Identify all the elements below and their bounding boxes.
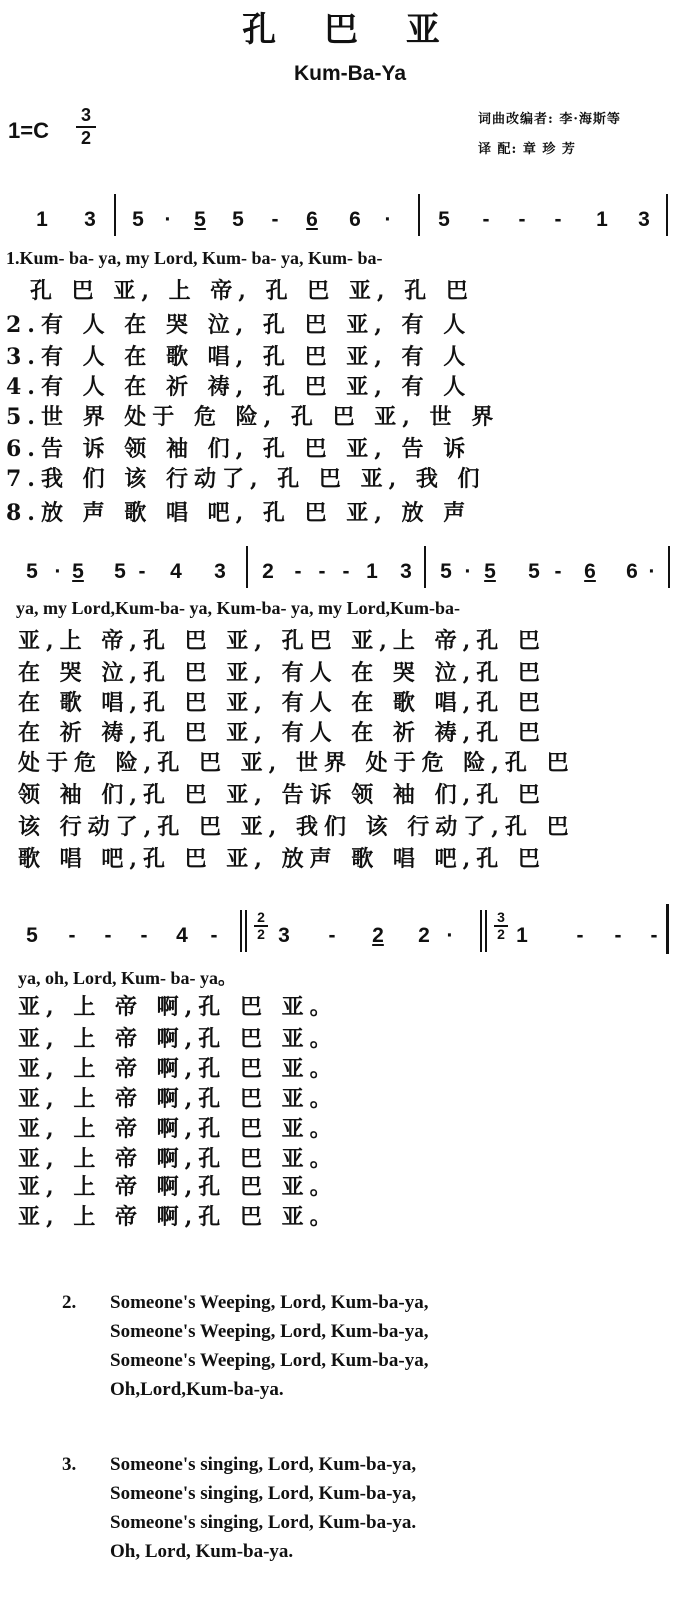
note-dash: - — [140, 924, 148, 947]
lyric-line: 亚,上 帝,孔 巴 亚, 孔巴 亚,上 帝,孔 巴 — [18, 628, 546, 654]
barline — [666, 194, 668, 236]
lyric-line-english: ya, oh, Lord, Kum- ba- ya。 — [18, 968, 237, 988]
note-dash: - — [68, 924, 76, 947]
lyric-line: 亚, 上 帝 啊,孔 巴 亚。 — [18, 1146, 338, 1172]
note-dot: · — [446, 924, 454, 947]
note-dash: - — [328, 924, 336, 947]
time-signature-numerator: 3 — [80, 105, 91, 125]
double-barline — [240, 910, 247, 952]
credit-translator: 译 配: 章 珍 芳 — [478, 142, 576, 157]
verse-line: Oh,Lord,Kum-ba-ya. — [110, 1379, 284, 1400]
note-dash: - — [554, 208, 562, 231]
lyric-line: 领 袖 们,孔 巴 亚, 告诉 领 袖 们,孔 巴 — [18, 782, 546, 808]
lyric-line: 处于危 险,孔 巴 亚, 世界 处于危 险,孔 巴 — [18, 750, 575, 776]
lyric-line: 3.有 人 在 歌 唱, 孔 巴 亚, 有 人 — [6, 344, 472, 370]
note-dash: - — [482, 208, 490, 231]
double-barline — [480, 910, 487, 952]
lyric-line: 亚, 上 帝 啊,孔 巴 亚。 — [18, 1174, 338, 1200]
note: 5 — [132, 208, 144, 231]
note: 5 — [114, 560, 126, 583]
note: 5 — [438, 208, 450, 231]
lyric-line: 亚, 上 帝 啊,孔 巴 亚。 — [18, 1204, 338, 1230]
lyric-line: 8.放 声 歌 唱 吧, 孔 巴 亚, 放 声 — [6, 500, 472, 526]
english-verse-3 — [62, 1450, 662, 1580]
notation-row-2 — [0, 560, 700, 590]
note: 6 — [349, 208, 361, 231]
note: 2 — [418, 924, 430, 947]
lyric-line: 亚, 上 帝 啊,孔 巴 亚。 — [18, 994, 338, 1020]
lyric-line: 孔 巴 亚, 上 帝, 孔 巴 亚, 孔 巴 — [30, 278, 474, 304]
time-signature-numerator: 2 — [257, 909, 265, 925]
note: 4 — [170, 560, 182, 583]
verse-line: Someone's singing, Lord, Kum-ba-ya. — [110, 1512, 417, 1533]
song-title: 孔 巴 亚 — [242, 10, 458, 50]
lyric-line: 亚, 上 帝 啊,孔 巴 亚。 — [18, 1116, 338, 1142]
lyric-line: 5.世 界 处于 危 险, 孔 巴 亚, 世 界 — [6, 404, 500, 430]
lyric-line: 亚, 上 帝 啊,孔 巴 亚。 — [18, 1026, 338, 1052]
verse-number: 3. — [62, 1454, 77, 1475]
lyric-line: 歌 唱 吧,孔 巴 亚, 放声 歌 唱 吧,孔 巴 — [18, 846, 546, 872]
note: 4 — [176, 924, 188, 947]
note-dot: · — [384, 208, 392, 231]
lyric-line: 在 歌 唱,孔 巴 亚, 有人 在 歌 唱,孔 巴 — [18, 690, 546, 716]
note: 5 — [194, 208, 206, 231]
lyric-line: 在 祈 祷,孔 巴 亚, 有人 在 祈 祷,孔 巴 — [18, 720, 546, 746]
note-dash: - — [294, 560, 302, 583]
notation-row-1 — [0, 208, 700, 238]
song-subtitle: Kum-Ba-Ya — [293, 62, 407, 85]
note: 5 — [232, 208, 244, 231]
time-signature-denominator: 2 — [257, 926, 265, 942]
note: 5 — [72, 560, 84, 583]
note-dot: · — [464, 560, 472, 583]
lyric-line: 6.告 诉 领 袖 们, 孔 巴 亚, 告 诉 — [6, 436, 472, 462]
barline — [114, 194, 116, 236]
lyric-line-english: 1.Kum- ba- ya, my Lord, Kum- ba- ya, Kum- ba- — [6, 248, 383, 268]
note-dash: - — [554, 560, 562, 583]
note: 1 — [366, 560, 378, 583]
note-dash: - — [210, 924, 218, 947]
lyric-line: 亚, 上 帝 啊,孔 巴 亚。 — [18, 1086, 338, 1112]
note-dash: - — [650, 924, 658, 947]
note-dash: - — [318, 560, 326, 583]
english-verse-2 — [62, 1288, 662, 1418]
note-dash: - — [104, 924, 112, 947]
note: 3 — [214, 560, 226, 583]
note: 6 — [584, 560, 596, 583]
time-signature-change — [254, 910, 268, 942]
note: 3 — [638, 208, 650, 231]
note: 2 — [372, 924, 384, 947]
note: 2 — [262, 560, 274, 583]
note: 5 — [26, 560, 38, 583]
lyric-line-english: ya, my Lord,Kum-ba- ya, Kum-ba- ya, my Lord,Kum-ba- — [16, 598, 461, 618]
verse-line: Someone's Weeping, Lord, Kum-ba-ya, — [110, 1292, 429, 1313]
note: 1 — [516, 924, 528, 947]
note: 1 — [36, 208, 48, 231]
note-dash: - — [138, 560, 146, 583]
final-barline — [666, 904, 669, 954]
lyric-line: 2.有 人 在 哭 泣, 孔 巴 亚, 有 人 — [6, 312, 472, 338]
time-signature — [76, 106, 96, 148]
verse-line: Someone's Weeping, Lord, Kum-ba-ya, — [110, 1321, 429, 1342]
lyric-line: 亚, 上 帝 啊,孔 巴 亚。 — [18, 1056, 338, 1082]
note-dash: - — [614, 924, 622, 947]
credit-arranger: 词曲改编者: 李·海斯等 — [478, 112, 621, 127]
verse-line: Someone's singing, Lord, Kum-ba-ya, — [110, 1454, 417, 1475]
barline — [246, 546, 248, 588]
lyric-line: 该 行动了,孔 巴 亚, 我们 该 行动了,孔 巴 — [18, 814, 575, 840]
time-signature-denominator: 2 — [497, 926, 505, 942]
verse-line: Oh, Lord, Kum-ba-ya. — [110, 1541, 294, 1562]
time-signature-change — [494, 910, 508, 942]
note: 5 — [26, 924, 38, 947]
barline — [424, 546, 426, 588]
key-signature: 1=C — [8, 118, 49, 143]
note: 1 — [596, 208, 608, 231]
note: 6 — [626, 560, 638, 583]
note: 3 — [400, 560, 412, 583]
note-dot: · — [54, 560, 62, 583]
verse-line: Someone's Weeping, Lord, Kum-ba-ya, — [110, 1350, 429, 1371]
time-signature-numerator: 3 — [497, 909, 505, 925]
note-dash: - — [271, 208, 279, 231]
note: 6 — [306, 208, 318, 231]
note-dot: · — [648, 560, 656, 583]
note-dot: · — [164, 208, 172, 231]
note-dash: - — [576, 924, 584, 947]
verse-number: 2. — [62, 1292, 77, 1313]
note: 5 — [440, 560, 452, 583]
barline — [668, 546, 670, 588]
notation-row-3 — [0, 909, 700, 954]
lyric-line: 4.有 人 在 祈 祷, 孔 巴 亚, 有 人 — [6, 374, 472, 400]
note: 3 — [84, 208, 96, 231]
lyric-line: 7.我 们 该 行动了, 孔 巴 亚, 我 们 — [6, 466, 486, 492]
note: 3 — [278, 924, 290, 947]
note-dash: - — [342, 560, 350, 583]
lyric-line: 在 哭 泣,孔 巴 亚, 有人 在 哭 泣,孔 巴 — [18, 660, 546, 686]
verse-line: Someone's singing, Lord, Kum-ba-ya, — [110, 1483, 417, 1504]
note: 5 — [528, 560, 540, 583]
time-signature-denominator: 2 — [80, 128, 91, 148]
note-dash: - — [518, 208, 526, 231]
note: 5 — [484, 560, 496, 583]
barline — [418, 194, 420, 236]
